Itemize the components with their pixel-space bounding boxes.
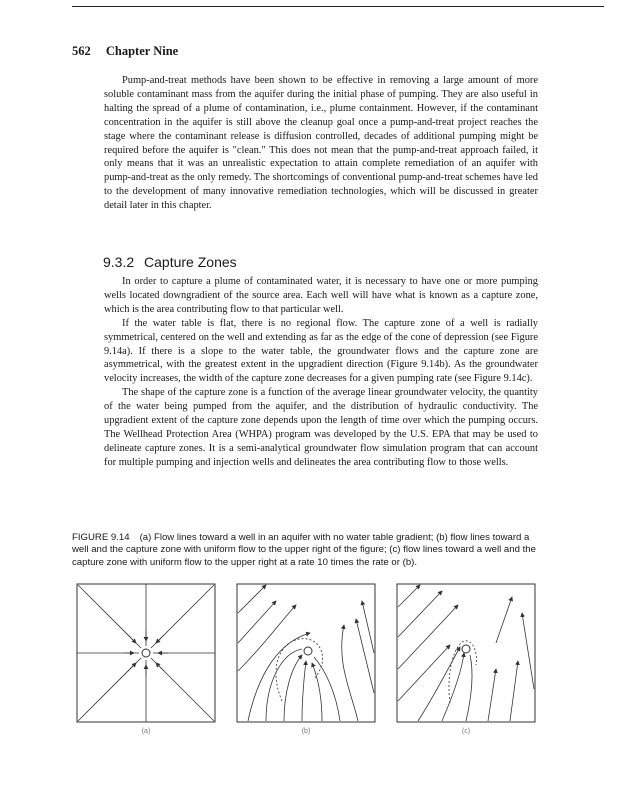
c-stream-5: [418, 647, 460, 721]
section-title: Capture Zones: [144, 254, 237, 270]
section-paragraph-2: If the water table is flat, there is no regional flow. The capture zone of a well is radially symmetrical, centered on the well and extending as far as the edge of the cone of depression (see Figure 9.14a). If there is a slope to the water table, the groundwater flows and the capture zone are asymmetrical, with the greatest extent in the upgradient direction (Figure 9.14b). As the groundwater velocity increases, the width of the capture zone decreases for a given pumping rate (see Figure 9.14c).: [104, 317, 538, 385]
intro-paragraph: Pump-and-treat methods have been shown to be effective in removing a large amount of more soluble contaminant mass from the aquifer during the initial phase of pumping. They are also useful in halting the spread of a plume of contamination, i.e., plume containment. However, if the contaminant concentration in the aquifer is still above the cleanup goal once a pump-and-treat project reaches the stage where the contaminant release is diffusion controlled, decades of additional pumping might be required before the aquifer is "clean." This does not mean that the pump-and-treat approach failed, it only means that it was an unrealistic expectation to attain complete remediation of an aquifer with pump-and-treat as the only remedy. The shortcomings of conventional pump-and-treat schemes have led to the development of many innovative remediation technologies, which will be discussed in greater detail later in this chapter.: [104, 75, 538, 212]
panel-c: [396, 583, 536, 735]
top-rule: [72, 6, 604, 7]
intro-block: [104, 74, 538, 213]
arrow-nw: [128, 635, 136, 643]
stream-3: [238, 605, 296, 671]
c-stream-2: [398, 591, 442, 637]
arrow-ne: [156, 635, 164, 643]
c-stream-1: [398, 585, 420, 607]
capture-zone-b: [276, 639, 323, 701]
stream-7: [302, 661, 306, 721]
panel-a-label: (a): [141, 728, 151, 735]
panel-a: [76, 583, 216, 735]
chapter-title: Chapter Nine: [105, 44, 179, 58]
section-paragraph-1: In order to capture a plume of contaminated water, it is necessary to have one or more pumping wells located downgradient of the source area. Each well will have what is known as a capture zone, which is the area contributing flow to that particular well.: [104, 276, 538, 315]
c-stream-9: [510, 661, 518, 721]
stream-11: [356, 619, 374, 693]
well-a: [142, 649, 150, 657]
c-stream-11: [496, 597, 512, 643]
stream-12: [362, 601, 374, 653]
c-stream-8: [488, 669, 496, 721]
stream-8: [312, 663, 322, 721]
section-paragraph-3: The shape of the capture zone is a function of the average linear groundwater velocity, the quantity of the water being pumped from the aquifer, and the distribution of hydraulic conductivity. The upgradient extent of the capture zone depends upon the length of time over which the pumping occurs. The Wellhead Protection Area (WHPA) program was developed by the U.S. EPA that may be used to delineate capture zones. It is a semi-analytical groundwater flow simulation program that can account for multiple pumping and injection wells and delineates the area contributing flow to those wells.: [104, 387, 538, 468]
well-b: [304, 647, 312, 655]
stream-10: [342, 625, 358, 721]
stream-9: [314, 657, 340, 721]
figure-panels: [76, 583, 536, 741]
panel-a-diagram: [76, 583, 216, 723]
section-number: 9.3.2: [103, 254, 135, 270]
arrow-sw: [128, 663, 136, 671]
section-heading: [103, 254, 237, 270]
stream-6: [284, 655, 302, 721]
running-head: [72, 44, 178, 59]
c-stream-10: [522, 613, 534, 689]
page-number: 562: [72, 44, 91, 58]
c-stream-3: [398, 605, 458, 669]
c-stream-4: [398, 645, 450, 701]
c-stream-7: [466, 655, 472, 721]
panel-c-label: (c): [461, 728, 471, 735]
figure-caption-text: (a) Flow lines toward a well in an aquifer with no water table gradient; (b) flow lines toward a well and the capture zone with uniform flow to the upper right of the figure; (c) flow lines toward a well and the capture zone with uniform flow to the upper right at a rate 10 times the rate or (b).: [72, 532, 536, 568]
figure-label: FIGURE 9.14: [72, 532, 130, 543]
well-c: [462, 645, 470, 653]
figure-caption: [72, 532, 542, 569]
panel-b-diagram: [236, 583, 376, 723]
panel-b: [236, 583, 376, 735]
stream-1: [238, 585, 266, 613]
section-body: [104, 275, 538, 470]
panel-c-diagram: [396, 583, 536, 723]
arrow-se: [156, 663, 164, 671]
c-stream-6: [442, 653, 464, 721]
panel-b-label: (b): [301, 728, 311, 735]
stream-4: [248, 633, 310, 721]
